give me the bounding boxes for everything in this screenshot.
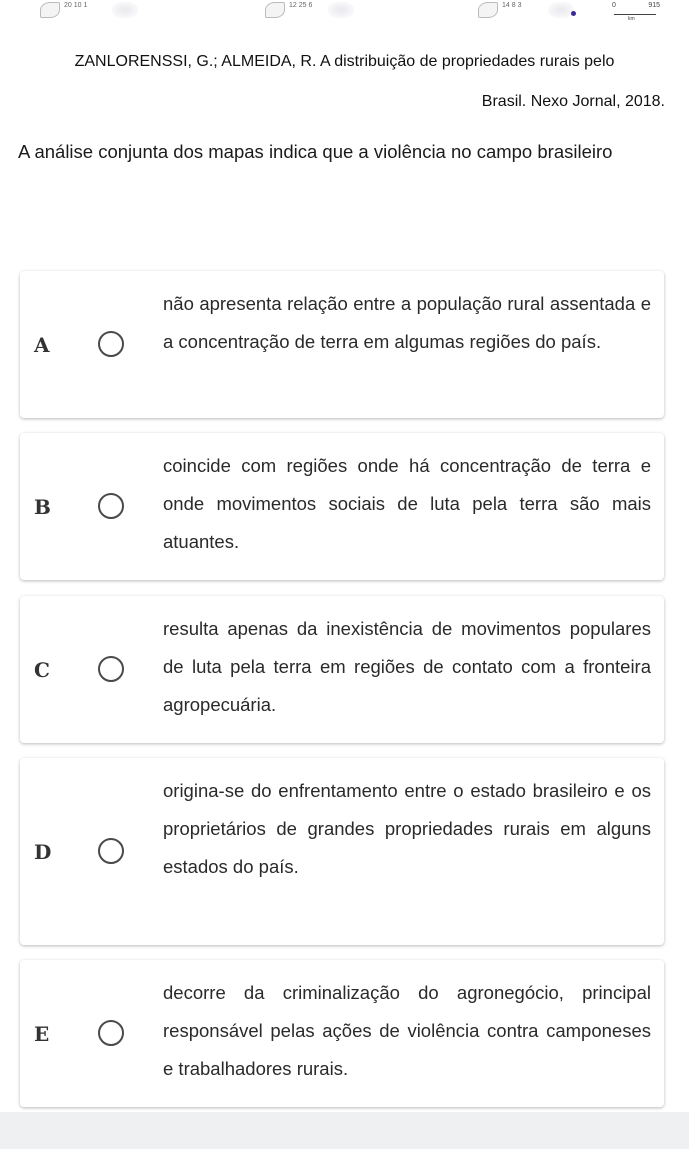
option-text: origina-se do enfrentamento entre o estado brasileiro e os proprietários de grandes propriedades rurais em alguns estados do país. <box>163 780 651 877</box>
radio-button[interactable] <box>98 656 124 682</box>
citation-line-2: Brasil. Nexo Jornal, 2018. <box>481 93 665 110</box>
legend-value-top: 12 <box>288 2 297 9</box>
question-stem: A análise conjunta dos mapas indica que a violência no campo brasileiro <box>18 141 613 162</box>
option-letter: A <box>34 333 50 357</box>
option-letter: C <box>34 658 50 682</box>
citation-line-1: ZANLORENSSI, G.; ALMEIDA, R. A distribuição de propriedades rurais pelo <box>74 53 615 70</box>
legend-value-side: 10 <box>73 2 82 9</box>
scale-bar <box>614 14 656 15</box>
option-e[interactable] <box>20 960 664 1107</box>
option-letter: E <box>34 1022 50 1046</box>
legend-value-side: 8 <box>511 2 516 9</box>
map-strip <box>0 0 689 28</box>
legend-value-bottom: 3 <box>517 2 522 9</box>
map-fragment <box>328 2 354 18</box>
option-d[interactable] <box>20 758 664 945</box>
option-text: decorre da criminalização do agronegócio, principal responsável pelas ações de violência contra camponeses e trabalhadores rurais. <box>163 982 651 1079</box>
map-marker-dot <box>571 11 576 16</box>
radio-button[interactable] <box>98 493 124 519</box>
option-text: resulta apenas da inexistência de movimentos populares de luta pela terra em regiões de contato com a fronteira agropecuária. <box>163 618 651 715</box>
map-fragment <box>112 2 138 18</box>
radio-button[interactable] <box>98 331 124 357</box>
map-scale <box>612 2 660 24</box>
option-text: não apresenta relação entre a população rural assentada e a concentração de terra em algumas regiões do país. <box>163 293 651 352</box>
legend-value-top: 20 <box>63 2 72 9</box>
map-legend-1 <box>40 2 87 18</box>
option-letter: D <box>34 840 52 864</box>
legend-leaf-icon <box>478 2 498 18</box>
option-b[interactable] <box>20 433 664 580</box>
map-legend-3 <box>478 2 521 18</box>
legend-leaf-icon <box>40 2 60 18</box>
scale-end: 915 <box>648 2 660 9</box>
option-letter: B <box>34 495 51 519</box>
legend-value-bottom: 1 <box>83 2 88 9</box>
legend-value-side: 25 <box>298 2 307 9</box>
map-legend-2 <box>265 2 312 18</box>
legend-value-top: 14 <box>501 2 510 9</box>
option-c[interactable] <box>20 596 664 743</box>
legend-leaf-icon <box>265 2 285 18</box>
bottom-band <box>0 1112 689 1149</box>
option-text: coincide com regiões onde há concentração de terra e onde movimentos sociais de luta pela terra são mais atuantes. <box>163 455 651 552</box>
option-a[interactable] <box>20 271 664 418</box>
legend-value-bottom: 6 <box>308 2 313 9</box>
scale-unit: km <box>628 16 635 22</box>
scale-start: 0 <box>612 2 616 9</box>
radio-button[interactable] <box>98 1020 124 1046</box>
map-fragment <box>548 2 574 18</box>
radio-button[interactable] <box>98 838 124 864</box>
